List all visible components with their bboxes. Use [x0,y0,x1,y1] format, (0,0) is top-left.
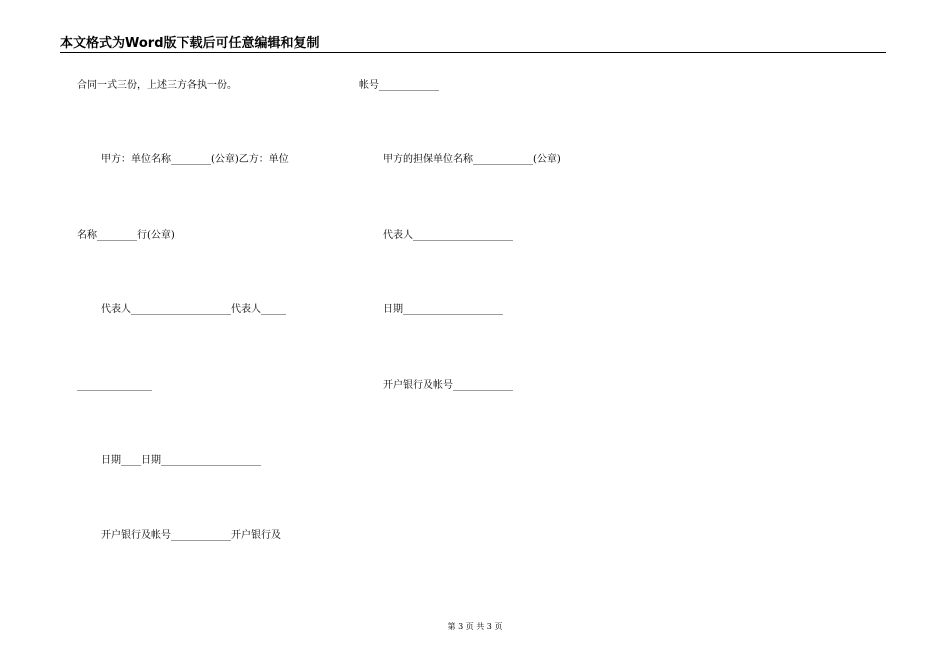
guarantor-bank-account-line: 开户银行及帐号____________ [383,380,513,391]
page-footer: 第 3 页 共 3 页 [447,622,503,631]
bank-account-line: 开户银行及帐号____________开户银行及 [101,530,281,541]
party-b-name-line: 名称________行(公章) [77,230,175,241]
blank-line: _______________ [77,380,152,391]
guarantor-unit-line: 甲方的担保单位名称____________(公章) [383,154,561,165]
representative-line: 代表人____________________代表人_____ [101,304,286,315]
party-a-unit-line: 甲方：单位名称________(公章)乙方：单位 [101,154,289,165]
guarantor-date-line: 日期____________________ [383,304,503,315]
date-line: 日期____日期____________________ [101,455,261,466]
account-number-line: 帐号____________ [359,80,439,91]
guarantor-representative-line: 代表人____________________ [383,230,513,241]
contract-copies-line: 合同一式三份，上述三方各执一份。 [77,80,237,91]
header-rule [60,52,886,53]
header-title: 本文格式为Word版下载后可任意编辑和复制 [60,36,320,51]
